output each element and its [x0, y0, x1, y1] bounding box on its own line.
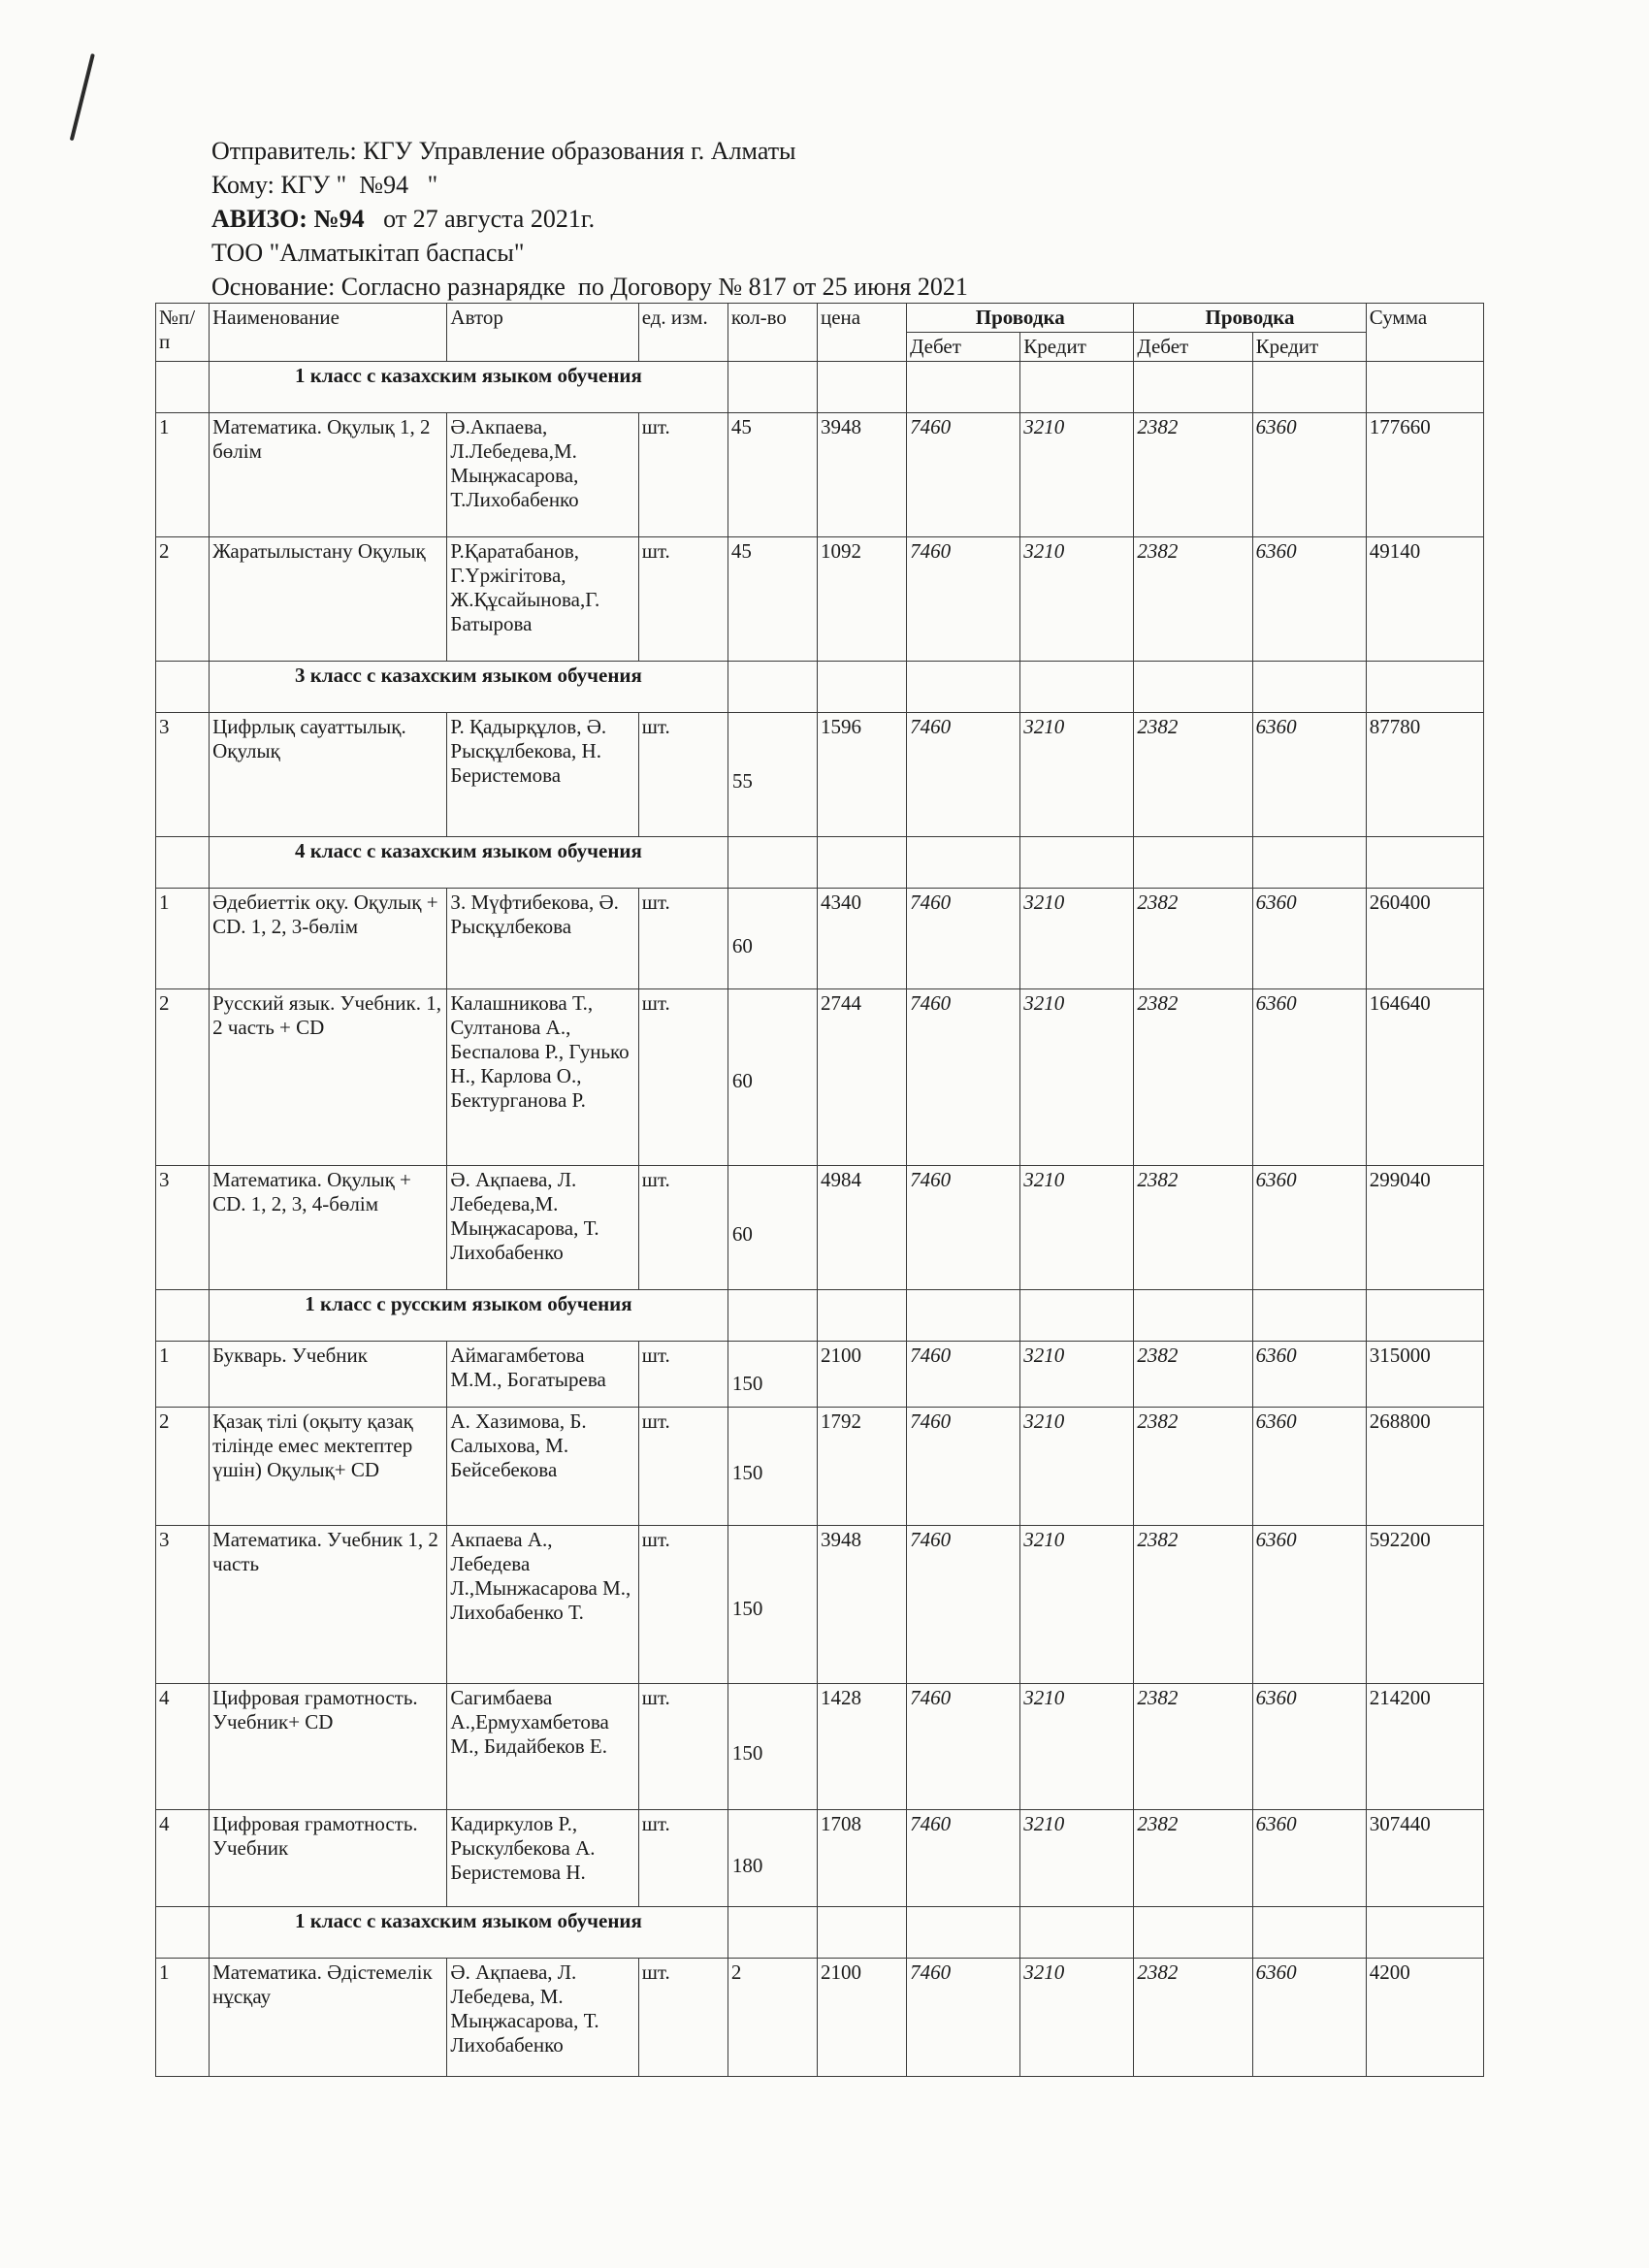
cell-qty: [728, 1342, 817, 1408]
cell-debit1: 7460: [907, 713, 1020, 837]
cell-debit2: 2382: [1134, 1684, 1252, 1810]
cell-debit1: 7460: [907, 1959, 1020, 2077]
document-header: [211, 134, 1472, 304]
section-empty-cell: [817, 1907, 906, 1959]
cell-debit1: 7460: [907, 1526, 1020, 1684]
section-empty-cell: [728, 837, 817, 889]
col-posting1-header: Проводка: [907, 304, 1134, 333]
section-empty-cell: [1252, 837, 1366, 889]
section-empty-cell: [907, 1290, 1020, 1342]
col-total-header: Сумма: [1366, 304, 1483, 362]
cell-total: 49140: [1366, 537, 1483, 662]
section-empty-cell: [817, 837, 906, 889]
cell-unit: шт.: [638, 889, 728, 989]
cell-total: 307440: [1366, 1810, 1483, 1907]
col-debit1-header: Дебет: [907, 333, 1020, 362]
section-title: 1 класс с русским языком обучения: [210, 1290, 728, 1342]
cell-num: 3: [156, 1166, 210, 1290]
cell-credit2: 6360: [1252, 889, 1366, 989]
cell-author: Акпаева А., Лебедева Л.,Мынжасарова М., Лихобабенко Т.: [447, 1526, 638, 1684]
cell-price: 3948: [817, 1526, 906, 1684]
cell-debit2: 2382: [1134, 1526, 1252, 1684]
cell-credit2: 6360: [1252, 1959, 1366, 2077]
qty-value: 150: [731, 1461, 763, 1484]
cell-credit2: 6360: [1252, 713, 1366, 837]
cell-credit1: 3210: [1020, 537, 1134, 662]
cell-qty: [728, 1810, 817, 1907]
table-header-row: [156, 304, 1484, 333]
cell-unit: шт.: [638, 537, 728, 662]
table-body: [156, 362, 1484, 2077]
table-row: [156, 1959, 1484, 2077]
section-empty-cell: [1366, 837, 1483, 889]
cell-num: 2: [156, 989, 210, 1166]
cell-credit2: 6360: [1252, 537, 1366, 662]
table-row: [156, 1342, 1484, 1408]
cell-author: Аймагамбетова М.М., Богатырева: [447, 1342, 638, 1408]
cell-price: 4984: [817, 1166, 906, 1290]
cell-num: 3: [156, 713, 210, 837]
cell-credit1: 3210: [1020, 1684, 1134, 1810]
section-empty-cell: [907, 362, 1020, 413]
section-empty-cell: [1134, 837, 1252, 889]
section-empty-cell: [1134, 362, 1252, 413]
cell-num: 3: [156, 1526, 210, 1684]
cell-name: Математика. Әдістемелік нұсқау: [210, 1959, 447, 2077]
cell-price: 1092: [817, 537, 906, 662]
section-row: [156, 662, 1484, 713]
cell-unit: шт.: [638, 1959, 728, 2077]
section-title: 3 класс с казахским языком обучения: [210, 662, 728, 713]
section-title: 4 класс с казахским языком обучения: [210, 837, 728, 889]
section-empty-cell: [1366, 1290, 1483, 1342]
cell-credit1: 3210: [1020, 1526, 1134, 1684]
table-row: [156, 1166, 1484, 1290]
cell-credit2: 6360: [1252, 989, 1366, 1166]
cell-credit2: 6360: [1252, 1684, 1366, 1810]
cell-unit: шт.: [638, 1684, 728, 1810]
section-empty-cell: [817, 662, 906, 713]
cell-total: 260400: [1366, 889, 1483, 989]
cell-total: 87780: [1366, 713, 1483, 837]
section-empty-cell: [1252, 362, 1366, 413]
cell-credit1: 3210: [1020, 889, 1134, 989]
cell-debit1: 7460: [907, 1684, 1020, 1810]
aviso-number: АВИЗО: №94: [211, 205, 365, 233]
cell-credit2: 6360: [1252, 1408, 1366, 1526]
table-row: [156, 989, 1484, 1166]
cell-num: 1: [156, 413, 210, 537]
cell-price: 4340: [817, 889, 906, 989]
cell-credit1: 3210: [1020, 989, 1134, 1166]
cell-qty: [728, 889, 817, 989]
cell-price: 1708: [817, 1810, 906, 1907]
cell-name: Цифровая грамотность. Учебник: [210, 1810, 447, 1907]
cell-num: 2: [156, 1408, 210, 1526]
cell-name: Математика. Оқулық + CD. 1, 2, 3, 4-бөлім: [210, 1166, 447, 1290]
table-row: [156, 889, 1484, 989]
section-empty-cell: [1134, 1290, 1252, 1342]
cell-debit1: 7460: [907, 889, 1020, 989]
col-num-header: №п/п: [156, 304, 210, 362]
cell-debit2: 2382: [1134, 537, 1252, 662]
section-title: 1 класс с казахским языком обучения: [210, 362, 728, 413]
cell-credit2: 6360: [1252, 1342, 1366, 1408]
table-row: [156, 1684, 1484, 1810]
cell-qty: [728, 989, 817, 1166]
cell-debit1: 7460: [907, 1408, 1020, 1526]
cell-debit2: 2382: [1134, 889, 1252, 989]
cell-unit: шт.: [638, 713, 728, 837]
cell-credit2: 6360: [1252, 1526, 1366, 1684]
col-credit2-header: Кредит: [1252, 333, 1366, 362]
table-row: [156, 413, 1484, 537]
section-empty-cell: [1020, 362, 1134, 413]
cell-debit1: 7460: [907, 1810, 1020, 1907]
cell-num: 4: [156, 1810, 210, 1907]
cell-author: Ә. Ақпаева, Л. Лебедева, М. Мыңжасарова, Т. Лихобабенко: [447, 1959, 638, 2077]
cell-debit1: 7460: [907, 1166, 1020, 1290]
cell-debit1: 7460: [907, 413, 1020, 537]
cell-debit1: 7460: [907, 1342, 1020, 1408]
cell-price: 2100: [817, 1959, 906, 2077]
cell-total: 315000: [1366, 1342, 1483, 1408]
section-empty-cell: [1252, 1290, 1366, 1342]
cell-qty: 2: [728, 1959, 817, 2077]
col-price-header: цена: [817, 304, 906, 362]
cell-debit2: 2382: [1134, 1166, 1252, 1290]
cell-unit: шт.: [638, 1408, 728, 1526]
section-row: [156, 1290, 1484, 1342]
section-empty-cell: [1366, 362, 1483, 413]
cell-debit2: 2382: [1134, 989, 1252, 1166]
cell-credit1: 3210: [1020, 1166, 1134, 1290]
section-empty-cell: [1252, 1907, 1366, 1959]
section-empty-cell: [728, 1907, 817, 1959]
cell-total: 164640: [1366, 989, 1483, 1166]
cell-price: 1596: [817, 713, 906, 837]
section-empty-cell: [1020, 1290, 1134, 1342]
table-row: [156, 537, 1484, 662]
pen-mark: [70, 53, 95, 141]
cell-name: Цифрлық сауаттылық. Оқулық: [210, 713, 447, 837]
cell-author: Сагимбаева А.,Ермухамбетова М., Бидайбеков Е.: [447, 1684, 638, 1810]
col-posting2-header: Проводка: [1134, 304, 1366, 333]
cell-author: Р. Қадырқұлов, Ә. Рысқұлбекова, Н. Беристемова: [447, 713, 638, 837]
cell-total: 268800: [1366, 1408, 1483, 1526]
qty-value: 150: [731, 1597, 763, 1620]
cell-debit1: 7460: [907, 989, 1020, 1166]
cell-num: 2: [156, 537, 210, 662]
cell-num: 1: [156, 1342, 210, 1408]
qty-value: 60: [731, 934, 753, 957]
cell-unit: шт.: [638, 1810, 728, 1907]
cell-name: Цифровая грамотность. Учебник+ CD: [210, 1684, 447, 1810]
qty-value: 60: [731, 1222, 753, 1246]
cell-qty: 45: [728, 537, 817, 662]
cell-qty: [728, 713, 817, 837]
section-empty-cell: [907, 837, 1020, 889]
section-row: [156, 362, 1484, 413]
cell-credit2: 6360: [1252, 413, 1366, 537]
section-empty-cell: [156, 362, 210, 413]
table-row: [156, 1408, 1484, 1526]
section-empty-cell: [1134, 662, 1252, 713]
col-debit2-header: Дебет: [1134, 333, 1252, 362]
cell-total: 214200: [1366, 1684, 1483, 1810]
cell-author: А. Хазимова, Б. Салыхова, М. Бейсебекова: [447, 1408, 638, 1526]
section-empty-cell: [156, 1907, 210, 1959]
cell-author: З. Мүфтибекова, Ә. Рысқұлбекова: [447, 889, 638, 989]
section-empty-cell: [1020, 837, 1134, 889]
col-name-header: Наименование: [210, 304, 447, 362]
table-row: [156, 1810, 1484, 1907]
cell-qty: [728, 1166, 817, 1290]
section-empty-cell: [156, 662, 210, 713]
cell-author: Калашникова Т., Султанова А., Беспалова Р., Гунько Н., Карлова О., Бектурганова Р.: [447, 989, 638, 1166]
section-title: 1 класс с казахским языком обучения: [210, 1907, 728, 1959]
cell-unit: шт.: [638, 989, 728, 1166]
company-line: ТОО "Алматыкітап баспасы": [211, 239, 525, 267]
cell-qty: [728, 1526, 817, 1684]
cell-credit2: 6360: [1252, 1166, 1366, 1290]
table-row: [156, 713, 1484, 837]
cell-unit: шт.: [638, 1342, 728, 1408]
cell-num: 4: [156, 1684, 210, 1810]
table-row: [156, 1526, 1484, 1684]
cell-price: 2100: [817, 1342, 906, 1408]
cell-author: Кадиркулов Р., Рыскулбекова А. Беристемова Н.: [447, 1810, 638, 1907]
col-unit-header: ед. изм.: [638, 304, 728, 362]
cell-price: 3948: [817, 413, 906, 537]
col-author-header: Автор: [447, 304, 638, 362]
qty-value: 150: [731, 1741, 763, 1765]
cell-total: 299040: [1366, 1166, 1483, 1290]
cell-author: Р.Қаратабанов, Г.Үржігітова, Ж.Құсайынова,Г. Батырова: [447, 537, 638, 662]
basis-line: Основание: Согласно разнарядке по Договору № 817 от 25 июня 2021: [211, 273, 968, 301]
section-row: [156, 1907, 1484, 1959]
section-empty-cell: [817, 362, 906, 413]
cell-name: Математика. Учебник 1, 2 часть: [210, 1526, 447, 1684]
cell-total: 592200: [1366, 1526, 1483, 1684]
section-empty-cell: [728, 662, 817, 713]
section-empty-cell: [907, 662, 1020, 713]
cell-unit: шт.: [638, 1166, 728, 1290]
cell-qty: 45: [728, 413, 817, 537]
cell-unit: шт.: [638, 1526, 728, 1684]
cell-debit1: 7460: [907, 537, 1020, 662]
cell-author: Ә. Ақпаева, Л. Лебедева,М. Мыңжасарова, Т. Лихобабенко: [447, 1166, 638, 1290]
section-empty-cell: [1252, 662, 1366, 713]
recipient-line: Кому: КГУ " №94 ": [211, 171, 438, 199]
section-empty-cell: [728, 1290, 817, 1342]
cell-credit2: 6360: [1252, 1810, 1366, 1907]
qty-value: 180: [731, 1854, 763, 1877]
cell-debit2: 2382: [1134, 713, 1252, 837]
cell-credit1: 3210: [1020, 1342, 1134, 1408]
cell-unit: шт.: [638, 413, 728, 537]
cell-debit2: 2382: [1134, 1959, 1252, 2077]
cell-name: Қазақ тілі (оқыту қазақ тілінде емес мектептер үшін) Оқулық+ CD: [210, 1408, 447, 1526]
cell-total: 177660: [1366, 413, 1483, 537]
cell-name: Әдебиеттік оқу. Оқулық + CD. 1, 2, 3-бөлім: [210, 889, 447, 989]
cell-total: 4200: [1366, 1959, 1483, 2077]
cell-debit2: 2382: [1134, 1810, 1252, 1907]
qty-value: 55: [731, 769, 753, 793]
col-credit1-header: Кредит: [1020, 333, 1134, 362]
cell-name: Жаратылыстану Оқулық: [210, 537, 447, 662]
section-empty-cell: [1020, 662, 1134, 713]
qty-value: 60: [731, 1069, 753, 1092]
cell-qty: [728, 1684, 817, 1810]
cell-credit1: 3210: [1020, 1810, 1134, 1907]
cell-credit1: 3210: [1020, 713, 1134, 837]
qty-value: 150: [731, 1372, 763, 1395]
section-empty-cell: [156, 837, 210, 889]
section-empty-cell: [156, 1290, 210, 1342]
col-qty-header: кол-во: [728, 304, 817, 362]
cell-debit2: 2382: [1134, 1342, 1252, 1408]
sender-line: Отправитель: КГУ Управление образования г. Алматы: [211, 137, 796, 165]
cell-debit2: 2382: [1134, 1408, 1252, 1526]
cell-name: Математика. Оқулық 1, 2 бөлім: [210, 413, 447, 537]
section-empty-cell: [1134, 1907, 1252, 1959]
section-empty-cell: [907, 1907, 1020, 1959]
cell-debit2: 2382: [1134, 413, 1252, 537]
cell-credit1: 3210: [1020, 1408, 1134, 1526]
section-empty-cell: [1366, 1907, 1483, 1959]
section-row: [156, 837, 1484, 889]
cell-num: 1: [156, 1959, 210, 2077]
cell-price: 1428: [817, 1684, 906, 1810]
cell-price: 1792: [817, 1408, 906, 1526]
section-empty-cell: [817, 1290, 906, 1342]
aviso-date: от 27 августа 2021г.: [364, 205, 596, 233]
cell-price: 2744: [817, 989, 906, 1166]
cell-name: Русский язык. Учебник. 1, 2 часть + CD: [210, 989, 447, 1166]
cell-author: Ә.Акпаева, Л.Лебедева,М. Мыңжасарова, Т.Лихобабенко: [447, 413, 638, 537]
cell-qty: [728, 1408, 817, 1526]
cell-name: Букварь. Учебник: [210, 1342, 447, 1408]
section-empty-cell: [1020, 1907, 1134, 1959]
aviso-table: [155, 303, 1484, 2077]
cell-credit1: 3210: [1020, 1959, 1134, 2077]
section-empty-cell: [728, 362, 817, 413]
aviso-line: [211, 202, 1472, 236]
cell-credit1: 3210: [1020, 413, 1134, 537]
section-empty-cell: [1366, 662, 1483, 713]
cell-num: 1: [156, 889, 210, 989]
